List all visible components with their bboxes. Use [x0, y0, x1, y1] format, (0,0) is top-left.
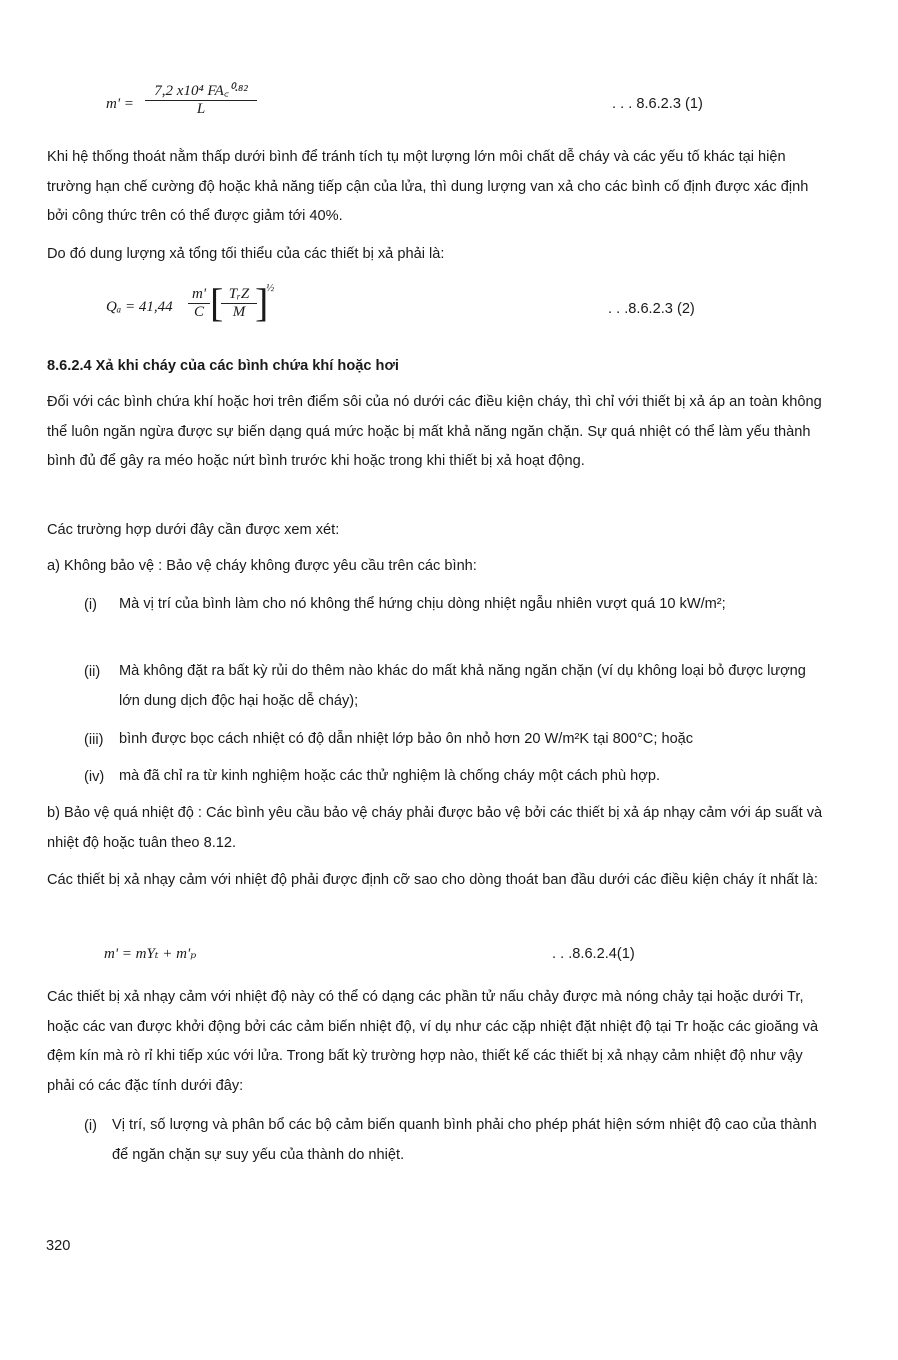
- list1-label-i: (i): [84, 597, 97, 613]
- equation-2-fraction-1: m' C: [188, 286, 210, 321]
- equation-2-lhs: Qₐ = 41,44: [106, 299, 173, 315]
- equation-1-numerator: 7,2 x10⁴ FA꜀⁰·⁸²: [154, 83, 248, 99]
- list1-text-i: Mà vị trí của bình làm cho nó không thể hứng chịu dòng nhiệt ngẫu nhiên vượt quá 10 kW/m²;: [119, 596, 726, 612]
- equation-3: m' = mYₜ + m'ₚ: [104, 946, 197, 962]
- paragraph-3: Đối với các bình chứa khí hoặc hơi trên điểm sôi của nó dưới các điều kiện cháy, thì chỉ với thiết bị xả áp an toàn không thể luôn ngăn ngừa được sự biến dạng quá mức hoặc bị mất khả năng ngăn chặn. Sự quá nhiệt có thể làm yếu thành bình đủ để gây ra méo hoặc nứt bình trước khi hoặc trong khi thiết bị xả hoạt động.: [47, 394, 822, 469]
- list1-label-iv: (iv): [84, 769, 105, 785]
- equation-1-fraction: [145, 80, 257, 118]
- equation-2-number: . . .8.6.2.3 (2): [608, 301, 695, 317]
- paragraph-6: Các thiết bị xả nhạy cảm với nhiệt độ này có thể có dạng các phần tử nấu chảy được mà nóng chảy tại hoặc dưới Tr, hoặc các van được khởi động bởi các cảm biến nhiệt độ, ví dụ như các cặp nhiệt đặt nhiệt độ tại Tr hoặc các gioăng và đệm kín mà rò rỉ khi tiếp xúc với lửa. Trong bất kỳ trường hợp nào, thiết kế các thiết bị xả nhạy cảm nhiệt độ như vậy phải có các đặc tính dưới đây:: [47, 989, 819, 1094]
- equation-2-right-bracket: ]: [255, 280, 269, 325]
- list1-text-ii: Mà không đặt ra bất kỳ rủi do thêm nào khác do mất khả năng ngăn chặn (ví dụ không loại bỏ được lượng lớn dung dịch độc hại hoặc dễ cháy);: [119, 663, 806, 709]
- list1-label-ii: (ii): [84, 664, 101, 680]
- paragraph-1: Khi hệ thống thoát nằm thấp dưới bình để tránh tích tụ một lượng lớn môi chất dễ cháy và các yếu tố khác tại hiện trường hạn chế cường độ hoặc khả năng tiếp cận của lửa, thì dung lượng van xả cho các bình cố định được xác định bởi công thức trên có thể được giảm tới 40%.: [47, 149, 809, 224]
- equation-1-lhs: m' =: [106, 96, 134, 112]
- paragraph-2: Do đó dung lượng xả tổng tối thiểu của các thiết bị xả phải là:: [47, 246, 445, 262]
- equation-1-number: . . . 8.6.2.3 (1): [612, 96, 703, 112]
- list1-label-iii: (iii): [84, 732, 104, 748]
- equation-1-denominator: L: [196, 101, 206, 117]
- list2-label-i: (i): [84, 1118, 97, 1134]
- list-item-a: a) Không bảo vệ : Bảo vệ cháy không được yêu cầu trên các bình:: [47, 558, 477, 574]
- list2-text-i: Vị trí, số lượng và phân bổ các bộ cảm biến quanh bình phải cho phép phát hiện sớm nhiệt độ cao của thành để ngăn chặn sự suy yếu của thành do nhiệt.: [112, 1117, 817, 1163]
- paragraph-4: Các trường hợp dưới đây cần được xem xét:: [47, 522, 340, 538]
- page-number: 320: [46, 1238, 71, 1254]
- paragraph-5: Các thiết bị xả nhạy cảm với nhiệt độ phải được định cỡ sao cho dòng thoát ban đầu dưới các điều kiện cháy ít nhất là:: [47, 872, 818, 888]
- equation-2-exponent: ½: [266, 282, 275, 294]
- section-heading: 8.6.2.4 Xả khi cháy của các bình chứa khí hoặc hơi: [47, 358, 399, 374]
- list-item-b: b) Bảo vệ quá nhiệt độ : Các bình yêu cầu bảo vệ cháy phải được bảo vệ bởi các thiết bị xả áp nhạy cảm với áp suất và nhiệt độ hoặc tuân theo 8.12.: [47, 805, 823, 851]
- equation-3-number: . . .8.6.2.4(1): [552, 946, 635, 962]
- list1-text-iii: bình được bọc cách nhiệt có độ dẫn nhiệt lớp bảo ôn nhỏ hơn 20 W/m²K tại 800°C; hoặc: [119, 731, 694, 747]
- equation-2-fraction-2: TᵣZ M: [221, 286, 257, 321]
- equation-2-left-bracket: [: [210, 280, 224, 325]
- list1-text-iv: mà đã chỉ ra từ kinh nghiệm hoặc các thử nghiệm là chống cháy một cách phù hợp.: [119, 768, 660, 784]
